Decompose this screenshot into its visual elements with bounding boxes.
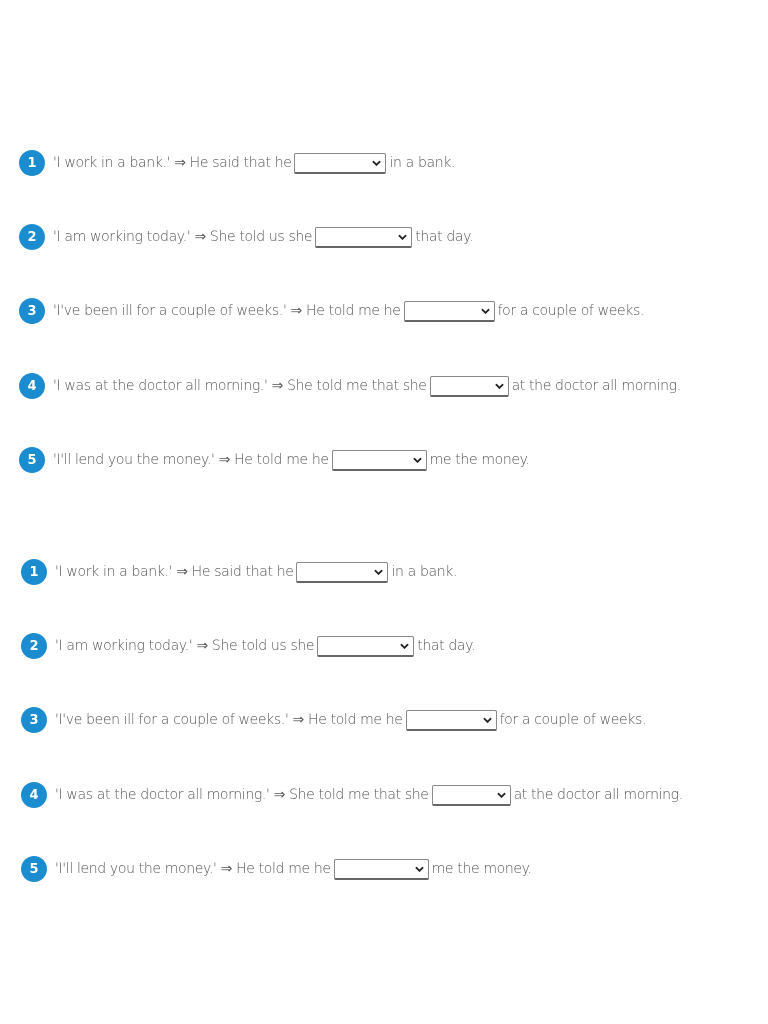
question-row (19, 223, 473, 251)
answer-dropdown[interactable] (334, 859, 429, 880)
question-prompt: 'I was at the doctor all morning.' ⇒ She told me that she (53, 378, 427, 394)
question-number-badge: 3 (21, 707, 47, 733)
question-row (19, 149, 455, 177)
chevron-down-icon (372, 159, 381, 167)
question-row (21, 855, 532, 883)
chevron-down-icon (497, 791, 506, 799)
question-ending: me the money. (431, 861, 532, 877)
question-row (21, 706, 646, 734)
question-row (19, 372, 681, 400)
question-number-badge: 2 (21, 633, 47, 659)
chevron-down-icon (374, 568, 383, 576)
chevron-down-icon (483, 716, 492, 724)
chevron-down-icon (398, 233, 407, 241)
chevron-down-icon (400, 642, 409, 650)
chevron-down-icon (415, 865, 424, 873)
question-row (21, 558, 457, 586)
question-prompt: 'I work in a bank.' ⇒ He said that he (53, 155, 292, 171)
answer-dropdown[interactable] (317, 636, 414, 657)
question-prompt: 'I've been ill for a couple of weeks.' ⇒ He told me he (53, 303, 401, 319)
question-row (19, 297, 644, 325)
question-prompt: 'I am working today.' ⇒ She told us she (53, 229, 313, 245)
question-ending: for a couple of weeks. (499, 712, 647, 728)
answer-dropdown[interactable] (296, 562, 388, 583)
question-ending: in a bank. (391, 564, 458, 580)
question-row (21, 781, 683, 809)
answer-dropdown[interactable] (294, 153, 386, 174)
question-number-badge: 5 (21, 856, 47, 882)
answer-dropdown[interactable] (432, 785, 511, 806)
question-number-badge: 5 (19, 447, 45, 473)
question-ending: for a couple of weeks. (497, 303, 645, 319)
question-ending: at the doctor all morning. (513, 787, 683, 803)
question-number-badge: 3 (19, 298, 45, 324)
answer-dropdown[interactable] (315, 227, 412, 248)
chevron-down-icon (495, 382, 504, 390)
question-prompt: 'I am working today.' ⇒ She told us she (55, 638, 315, 654)
question-number-badge: 4 (21, 782, 47, 808)
question-prompt: 'I work in a bank.' ⇒ He said that he (55, 564, 294, 580)
question-row (19, 446, 530, 474)
question-ending: that day. (415, 229, 474, 245)
question-number-badge: 1 (21, 559, 47, 585)
answer-dropdown[interactable] (430, 376, 509, 397)
question-ending: that day. (417, 638, 476, 654)
answer-dropdown[interactable] (404, 301, 495, 322)
question-ending: me the money. (429, 452, 530, 468)
question-ending: in a bank. (389, 155, 456, 171)
question-row (21, 632, 475, 660)
question-ending: at the doctor all morning. (511, 378, 681, 394)
question-prompt: 'I'll lend you the money.' ⇒ He told me he (53, 452, 329, 468)
chevron-down-icon (481, 307, 490, 315)
question-number-badge: 4 (19, 373, 45, 399)
answer-dropdown[interactable] (332, 450, 427, 471)
question-prompt: 'I've been ill for a couple of weeks.' ⇒ He told me he (55, 712, 403, 728)
question-number-badge: 1 (19, 150, 45, 176)
answer-dropdown[interactable] (406, 710, 497, 731)
chevron-down-icon (413, 456, 422, 464)
question-prompt: 'I was at the doctor all morning.' ⇒ She told me that she (55, 787, 429, 803)
question-prompt: 'I'll lend you the money.' ⇒ He told me he (55, 861, 331, 877)
question-number-badge: 2 (19, 224, 45, 250)
